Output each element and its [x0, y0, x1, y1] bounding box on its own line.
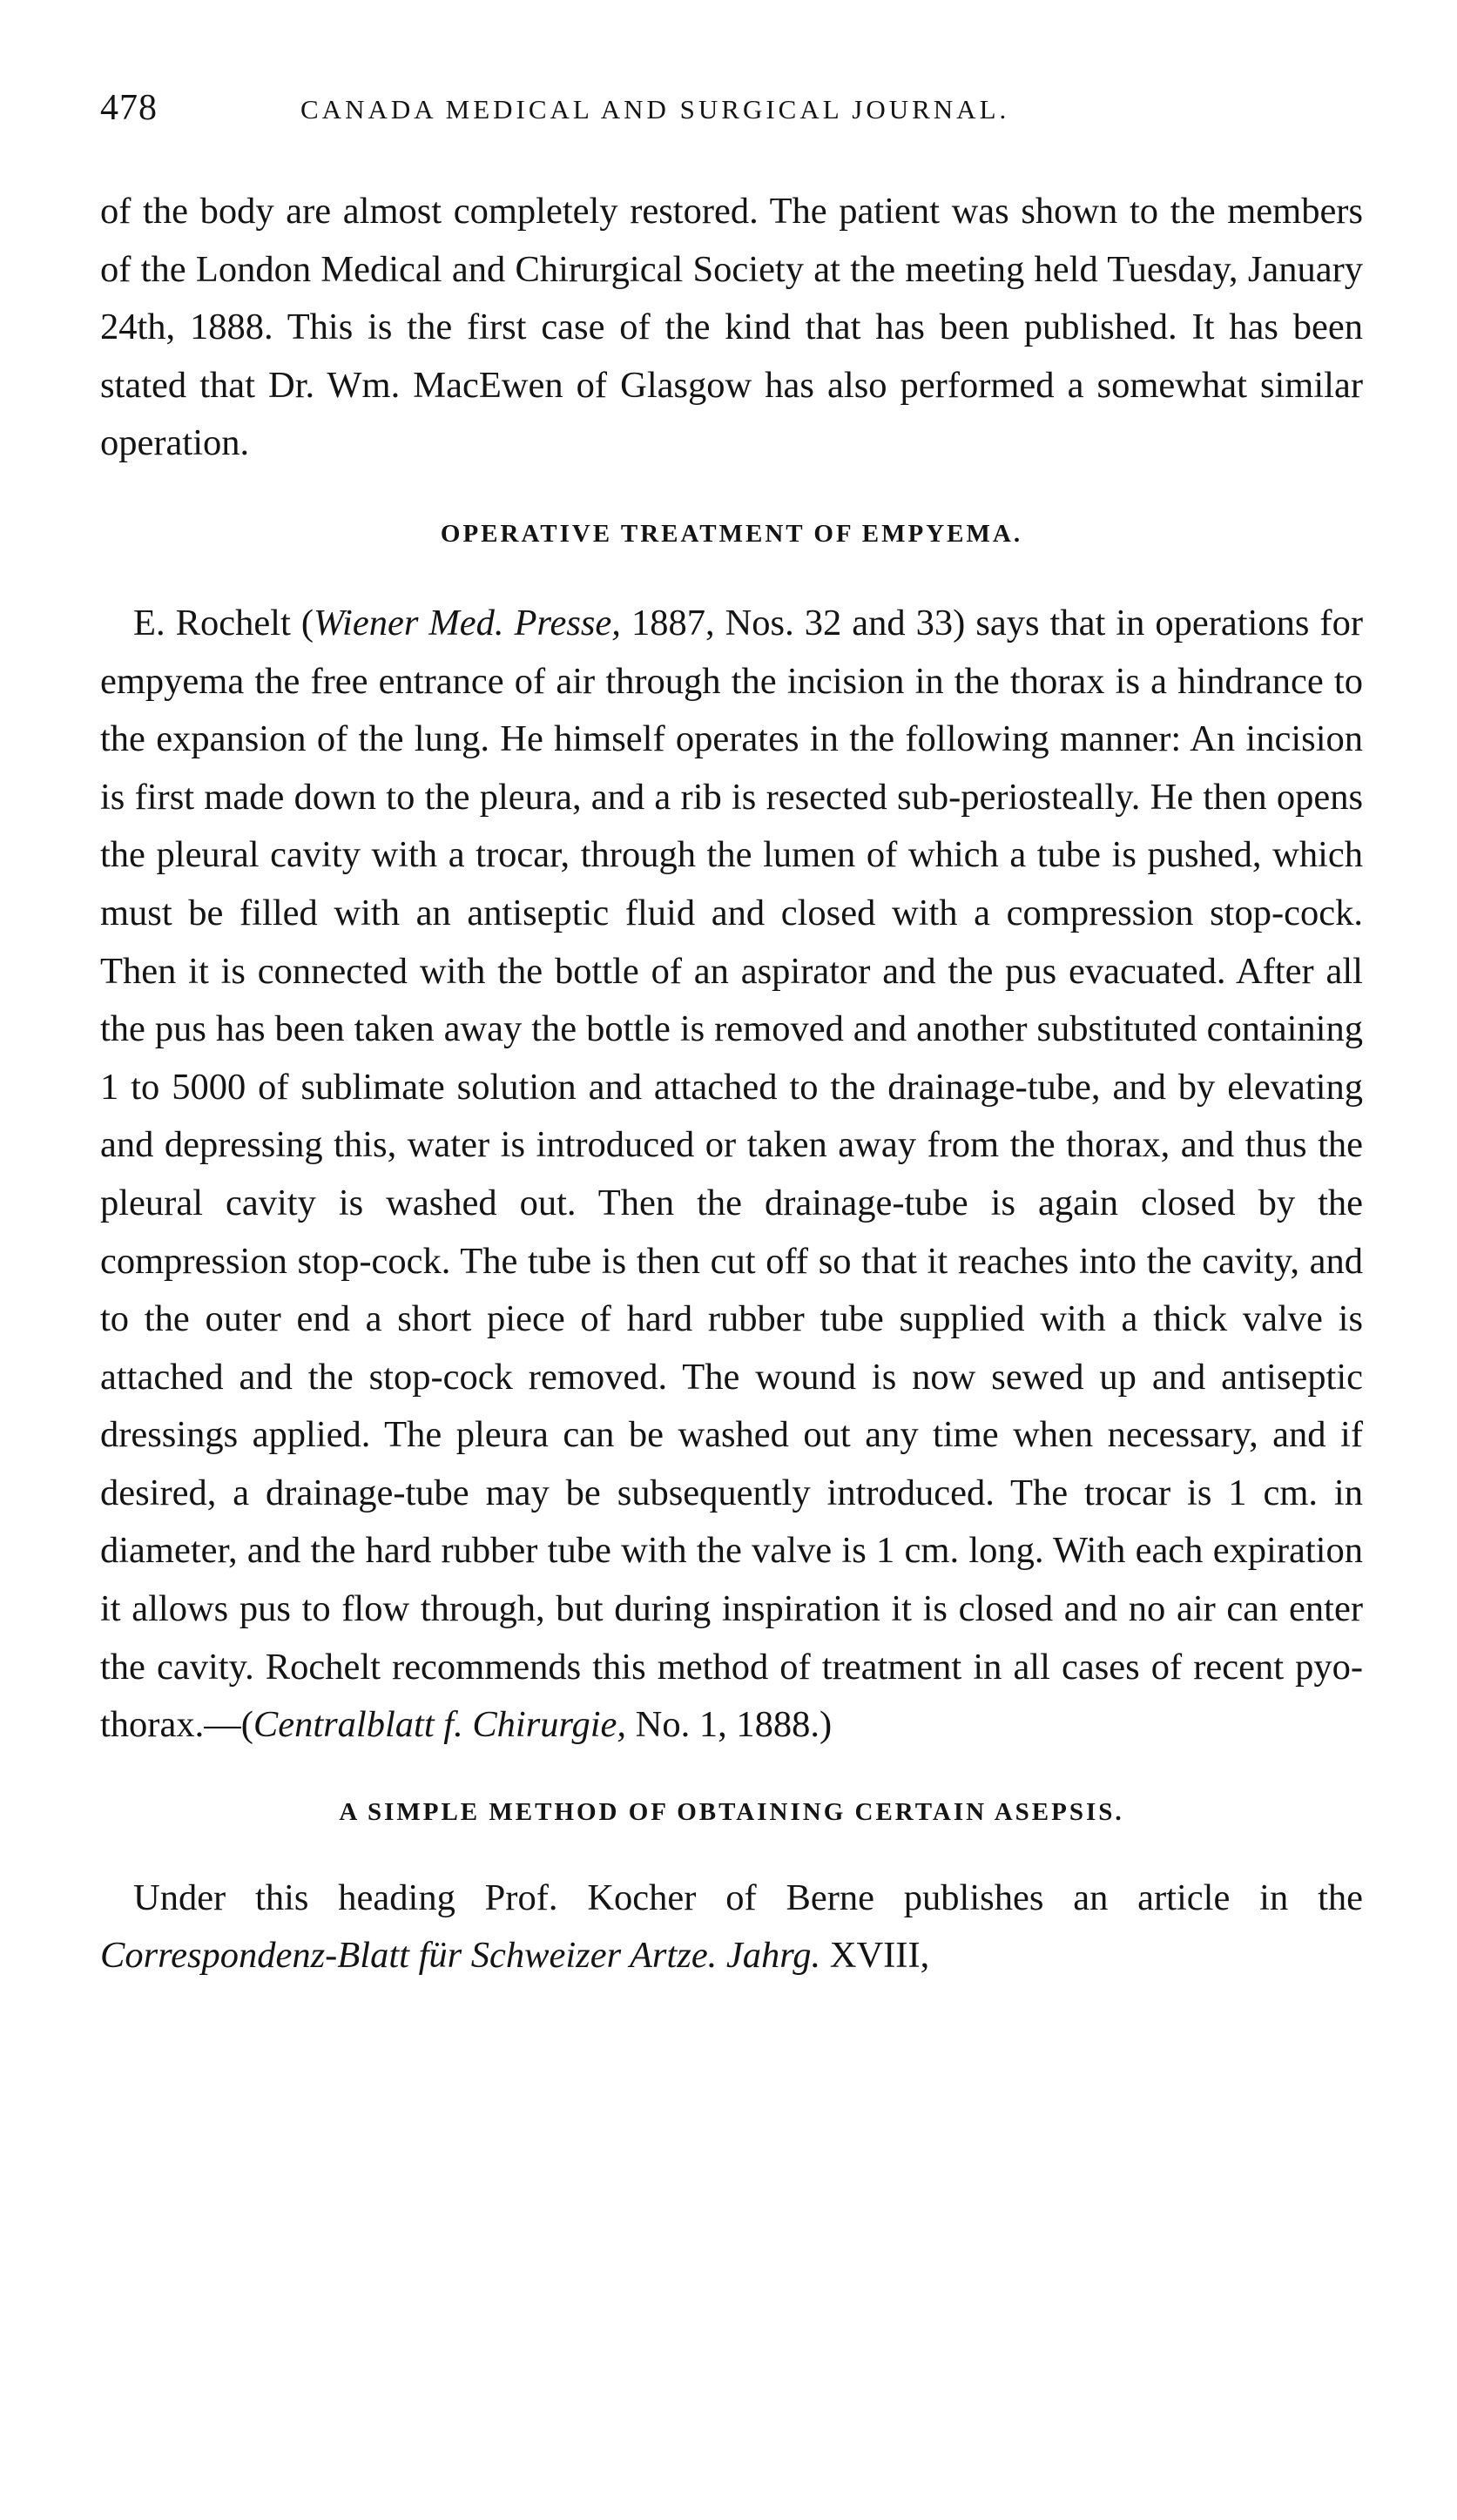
source-journal: Centralblatt f. Chirurgie, [253, 1704, 627, 1746]
empyema-body-text: 1887, Nos. 32 and 33) says that in operations for empyema the free entrance of air through the incision in the thorax is a hindrance to the expansion of the lung. He himself operates in the following manner: An incision is first made down to the pleura, and a rib is resected sub-periosteally. He then opens the pleural cavity with a trocar, through the lumen of which a tube is pushed, which must be filled with an antiseptic fluid and closed with a compression stop-cock. Then it is connected with the bottle of an aspirator and the pus evacuated. After all the pus has been taken away the bottle is removed and another substituted containing 1 to 5000 of sublimate solution and attached to the drainage-tube, and by elevating and depressing this, water is introduced or taken away from the thorax, and thus the pleural cavity is washed out. Then the drainage-tube is again closed by the compression stop-cock. The tube is then cut off so that it reaches into the cavity, and to the outer end a short piece of hard rubber tube supplied with a thick valve is attached and the stop-cock removed. The wound is now sewed up and antiseptic dressings applied. The pleura can be washed out any time when necessary, and if desired, a drainage-tube may be subsequently introduced. The trocar is 1 cm. in diameter, and the hard rubber tube with the valve is 1 cm. long. With each expiration it allows pus to flow through, but during inspiration it is closed and no air can enter the cavity. Rochelt recommends this method of treatment in all cases of recent pyo-thorax.—( [100, 602, 1363, 1746]
asepsis-paragraph [100, 1870, 1363, 1985]
page-header [100, 87, 1363, 139]
empyema-paragraph [100, 595, 1363, 1755]
asepsis-journal: Correspondenz-Blatt für Schweizer Artze. Jahrg. [100, 1935, 821, 1977]
citation-journal: Wiener Med. Presse, [313, 602, 621, 643]
section-heading-asepsis: A SIMPLE METHOD OF OBTAINING CERTAIN ASEPSIS. [339, 1797, 1124, 1826]
page-number: 478 [100, 88, 158, 128]
intro-paragraph: of the body are almost completely restored. The patient was shown to the members of the London Medical and Chirurgical Society at the meeting held Tuesday, January 24th, 1888. This is the first case of the kind that has been published. It has been stated that Dr. Wm. MacEwen of Glasgow has also performed a somewhat similar operation. [100, 191, 1363, 464]
asepsis-volume: XVIII, [820, 1935, 930, 1977]
running-head: CANADA MEDICAL AND SURGICAL JOURNAL. [300, 94, 1010, 125]
section-heading-empyema: OPERATIVE TREATMENT OF EMPYEMA. [440, 519, 1023, 548]
empyema-lead-text: E. Rochelt ( [133, 602, 314, 643]
source-reference: No. 1, 1888.) [626, 1704, 833, 1746]
asepsis-lead-text: Under this heading Prof. Kocher of Berne publishes an article in the [133, 1877, 1363, 1918]
page-body [100, 183, 1363, 1985]
